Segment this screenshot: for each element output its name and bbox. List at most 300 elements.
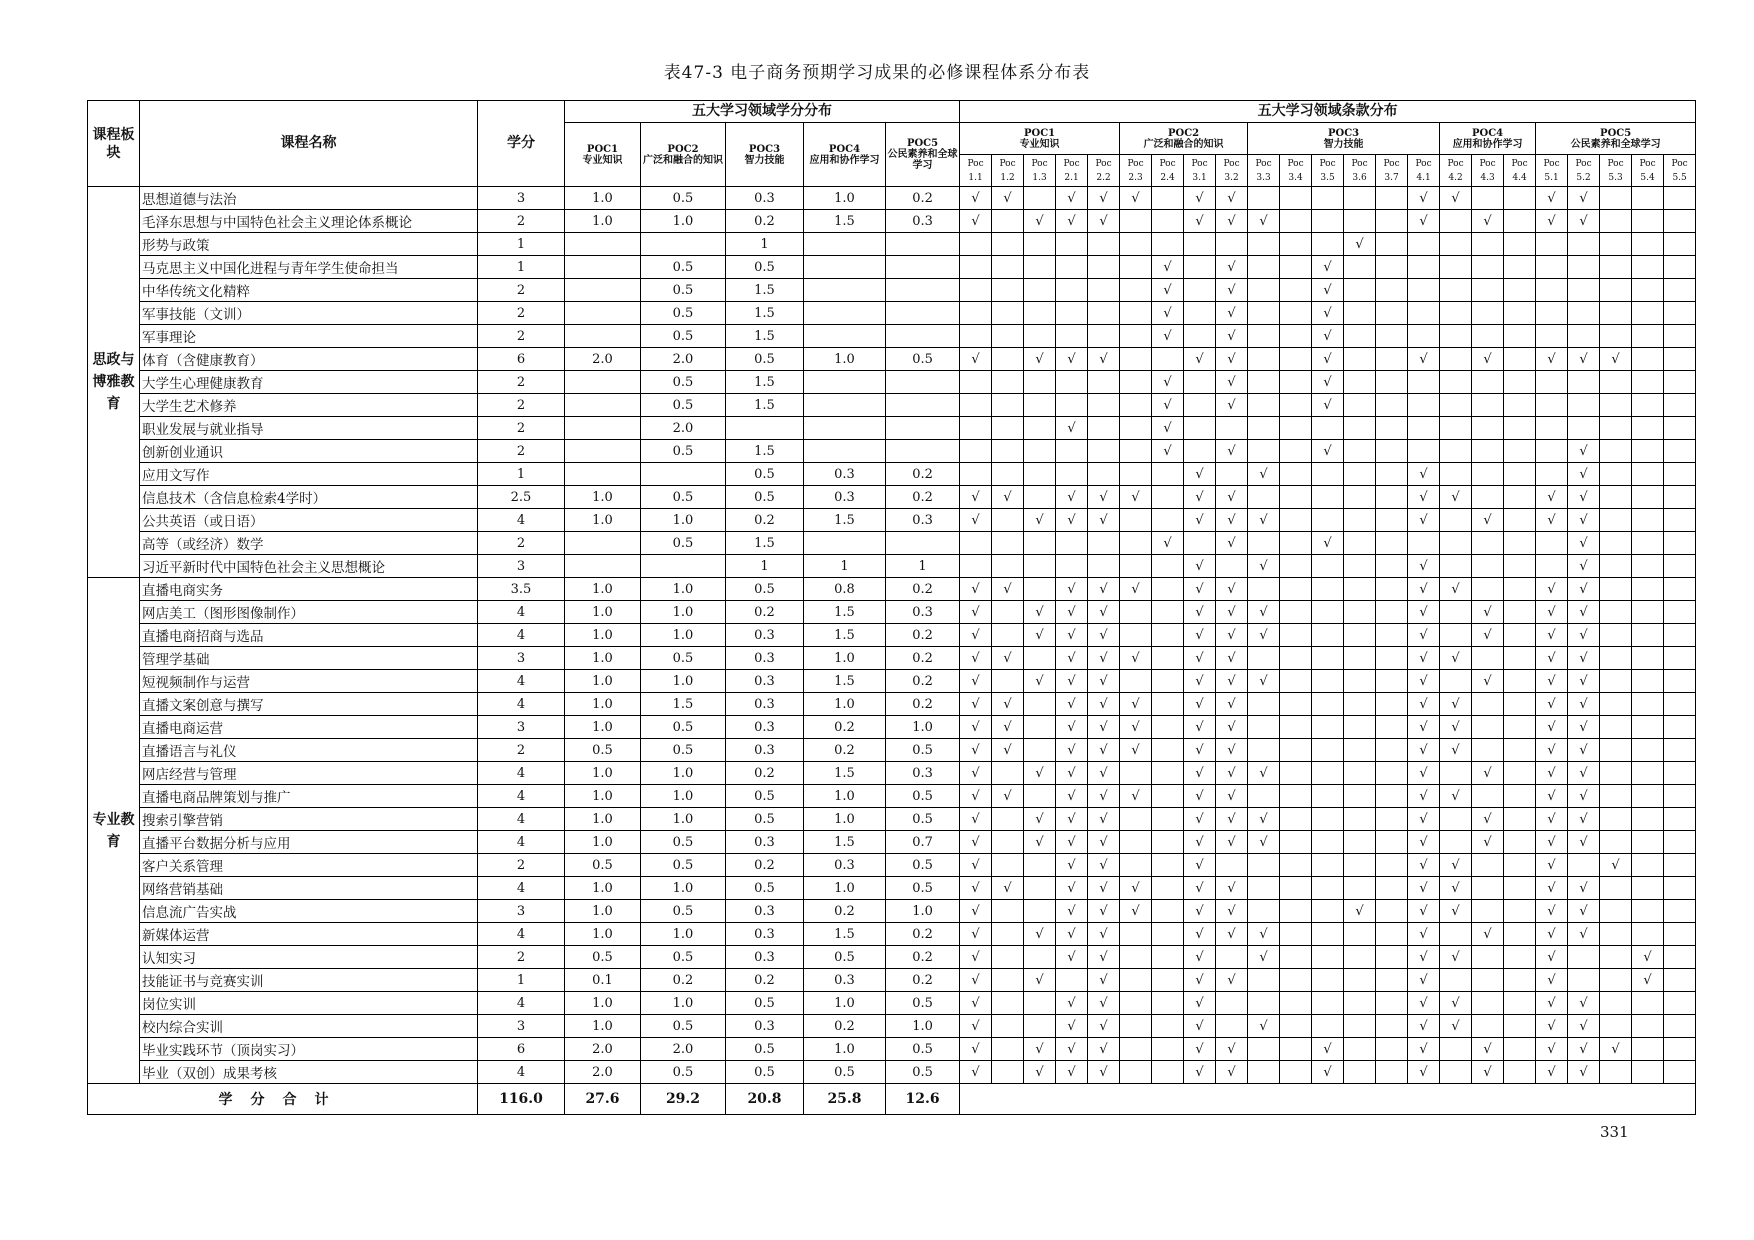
credit-dist-cell: 0.2 <box>641 969 726 992</box>
empty-cell <box>1600 187 1632 210</box>
check-cell: √ <box>1088 969 1120 992</box>
credit-dist-cell: 0.5 <box>726 1061 804 1084</box>
credit-dist-cell: 0.3 <box>726 923 804 946</box>
empty-cell <box>1152 900 1184 923</box>
empty-cell <box>1248 348 1280 371</box>
empty-cell <box>1536 302 1568 325</box>
credit-dist-cell: 0.5 <box>641 187 726 210</box>
table-row <box>88 463 1696 486</box>
poc-name: 智力技能 <box>744 154 785 166</box>
empty-cell <box>1024 739 1056 762</box>
empty-cell <box>1376 900 1408 923</box>
credit-dist-cell: 0.5 <box>641 739 726 762</box>
check-cell: √ <box>1568 716 1600 739</box>
check-cell: √ <box>1408 601 1440 624</box>
check-cell: √ <box>1248 762 1280 785</box>
empty-cell <box>1376 1038 1408 1061</box>
empty-cell <box>1024 946 1056 969</box>
credit-dist-cell <box>565 279 641 302</box>
empty-cell <box>1376 325 1408 348</box>
empty-cell <box>1280 739 1312 762</box>
check-cell: √ <box>1536 578 1568 601</box>
empty-cell <box>1632 739 1664 762</box>
credit-dist-cell: 1.0 <box>641 785 726 808</box>
credit-dist-cell: 0.5 <box>641 854 726 877</box>
check-cell: √ <box>1472 831 1504 854</box>
empty-cell <box>1056 256 1088 279</box>
check-cell: √ <box>1024 509 1056 532</box>
check-cell: √ <box>1184 693 1216 716</box>
check-cell: √ <box>1536 716 1568 739</box>
header-credits: 学分 <box>478 101 565 187</box>
empty-cell <box>1664 532 1696 555</box>
empty-cell <box>1376 210 1408 233</box>
empty-cell <box>1024 877 1056 900</box>
check-cell: √ <box>1024 923 1056 946</box>
course-block-label: 思政与博雅教育 <box>88 187 140 578</box>
header-sub-poc: Poc 2.4 <box>1152 155 1184 187</box>
check-cell: √ <box>1568 463 1600 486</box>
check-cell: √ <box>1024 670 1056 693</box>
empty-cell <box>1504 256 1536 279</box>
check-cell: √ <box>1216 739 1248 762</box>
check-cell: √ <box>1632 946 1664 969</box>
check-cell: √ <box>1120 739 1152 762</box>
empty-cell <box>960 532 992 555</box>
table-row <box>88 486 1696 509</box>
empty-cell <box>1344 555 1376 578</box>
credit-dist-cell: 0.2 <box>886 923 960 946</box>
credit-dist-cell: 0.3 <box>726 946 804 969</box>
check-cell: √ <box>1408 1061 1440 1084</box>
check-cell: √ <box>1024 601 1056 624</box>
empty-cell <box>1664 624 1696 647</box>
empty-cell <box>1120 762 1152 785</box>
empty-cell <box>1376 532 1408 555</box>
check-cell: √ <box>960 509 992 532</box>
empty-cell <box>1152 739 1184 762</box>
header-sub-poc: Poc 3.5 <box>1312 155 1344 187</box>
empty-cell <box>1504 877 1536 900</box>
empty-cell <box>992 854 1024 877</box>
empty-cell <box>1024 532 1056 555</box>
empty-cell <box>992 601 1024 624</box>
credit-dist-cell: 1.0 <box>565 187 641 210</box>
check-cell: √ <box>1408 187 1440 210</box>
check-cell: √ <box>1184 808 1216 831</box>
empty-cell <box>1440 463 1472 486</box>
check-cell: √ <box>1088 716 1120 739</box>
empty-cell <box>1376 463 1408 486</box>
empty-cell <box>1344 854 1376 877</box>
check-cell: √ <box>1568 900 1600 923</box>
empty-cell <box>1280 693 1312 716</box>
empty-cell <box>1472 302 1504 325</box>
credit-dist-cell <box>565 233 641 256</box>
empty-cell <box>992 670 1024 693</box>
empty-cell <box>1024 578 1056 601</box>
empty-cell <box>1632 854 1664 877</box>
credit-dist-cell: 1.5 <box>726 371 804 394</box>
course-name: 校内综合实训 <box>140 1015 478 1038</box>
empty-cell <box>1568 302 1600 325</box>
check-cell: √ <box>1056 762 1088 785</box>
empty-cell <box>1472 394 1504 417</box>
poc-name: 智力技能 <box>1323 138 1364 150</box>
empty-cell <box>992 532 1024 555</box>
credit-dist-cell: 1.5 <box>726 394 804 417</box>
empty-cell <box>1504 417 1536 440</box>
empty-cell <box>1376 233 1408 256</box>
table-row <box>88 854 1696 877</box>
table-header <box>88 101 1696 187</box>
credit-dist-cell: 1.5 <box>641 693 726 716</box>
course-name: 体育（含健康教育） <box>140 348 478 371</box>
empty-cell <box>1312 578 1344 601</box>
check-cell: √ <box>1184 831 1216 854</box>
empty-cell <box>1376 187 1408 210</box>
table-row <box>88 256 1696 279</box>
course-credit: 1 <box>478 463 565 486</box>
credit-dist-cell: 0.5 <box>726 578 804 601</box>
check-cell: √ <box>1056 900 1088 923</box>
empty-cell <box>1472 854 1504 877</box>
empty-cell <box>1664 1015 1696 1038</box>
empty-cell <box>1344 532 1376 555</box>
empty-cell <box>1312 739 1344 762</box>
empty-cell <box>1344 509 1376 532</box>
credit-dist-cell <box>804 233 886 256</box>
course-name: 直播平台数据分析与应用 <box>140 831 478 854</box>
empty-cell <box>1600 739 1632 762</box>
empty-cell <box>1664 509 1696 532</box>
header-sub-poc: Poc 1.1 <box>960 155 992 187</box>
empty-cell <box>1504 601 1536 624</box>
check-cell: √ <box>1408 463 1440 486</box>
check-cell: √ <box>1088 670 1120 693</box>
empty-cell <box>1152 463 1184 486</box>
check-cell: √ <box>1216 716 1248 739</box>
check-cell: √ <box>1088 693 1120 716</box>
empty-cell <box>1120 1061 1152 1084</box>
course-credit: 4 <box>478 808 565 831</box>
check-cell: √ <box>1088 647 1120 670</box>
credit-dist-cell: 0.5 <box>804 1061 886 1084</box>
empty-cell <box>1600 210 1632 233</box>
empty-cell <box>1440 210 1472 233</box>
check-cell: √ <box>1472 1061 1504 1084</box>
empty-cell <box>1280 486 1312 509</box>
table-row <box>88 325 1696 348</box>
empty-cell <box>1088 256 1120 279</box>
check-cell: √ <box>1088 578 1120 601</box>
empty-cell <box>1632 693 1664 716</box>
check-cell: √ <box>1536 647 1568 670</box>
empty-cell <box>1120 831 1152 854</box>
empty-cell <box>1056 302 1088 325</box>
empty-cell <box>1280 1061 1312 1084</box>
poc-code: POC3 <box>1327 127 1360 139</box>
check-cell: √ <box>1056 1015 1088 1038</box>
empty-cell <box>1632 601 1664 624</box>
table-row <box>88 555 1696 578</box>
course-credit: 4 <box>478 762 565 785</box>
empty-cell <box>1664 417 1696 440</box>
empty-cell <box>1024 716 1056 739</box>
credit-dist-cell: 0.3 <box>886 210 960 233</box>
empty-cell <box>1312 877 1344 900</box>
empty-cell <box>1376 1015 1408 1038</box>
empty-cell <box>1472 440 1504 463</box>
empty-cell <box>1632 808 1664 831</box>
check-cell: √ <box>1056 854 1088 877</box>
check-cell: √ <box>1408 808 1440 831</box>
check-cell: √ <box>1056 831 1088 854</box>
check-cell: √ <box>1408 624 1440 647</box>
check-cell: √ <box>1088 348 1120 371</box>
header-sub-poc: Poc 3.4 <box>1280 155 1312 187</box>
empty-cell <box>1632 371 1664 394</box>
check-cell: √ <box>1440 716 1472 739</box>
empty-cell <box>1120 279 1152 302</box>
credit-dist-cell: 1.0 <box>565 1015 641 1038</box>
poc-name: 公民素养和全球学习 <box>1570 138 1661 150</box>
empty-cell <box>1248 693 1280 716</box>
empty-cell <box>1312 486 1344 509</box>
course-credit: 4 <box>478 923 565 946</box>
check-cell: √ <box>1568 1038 1600 1061</box>
empty-cell <box>1408 371 1440 394</box>
empty-cell <box>992 624 1024 647</box>
empty-cell <box>1472 946 1504 969</box>
empty-cell <box>1536 532 1568 555</box>
check-cell: √ <box>1568 762 1600 785</box>
check-cell: √ <box>1568 578 1600 601</box>
check-cell: √ <box>1184 555 1216 578</box>
empty-cell <box>1024 417 1056 440</box>
empty-cell <box>1152 624 1184 647</box>
check-cell: √ <box>1216 302 1248 325</box>
check-cell: √ <box>1536 348 1568 371</box>
empty-cell <box>1120 624 1152 647</box>
credit-dist-cell: 0.3 <box>804 969 886 992</box>
credit-dist-cell: 0.3 <box>886 601 960 624</box>
check-cell: √ <box>1056 877 1088 900</box>
empty-cell <box>1632 348 1664 371</box>
empty-cell <box>1632 762 1664 785</box>
empty-cell <box>1600 693 1632 716</box>
empty-cell <box>1120 463 1152 486</box>
credit-dist-cell <box>804 440 886 463</box>
empty-cell <box>1408 279 1440 302</box>
check-cell: √ <box>1408 670 1440 693</box>
empty-cell <box>1504 532 1536 555</box>
table-row <box>88 187 1696 210</box>
check-cell: √ <box>1216 624 1248 647</box>
empty-cell <box>1376 1061 1408 1084</box>
empty-cell <box>1440 555 1472 578</box>
credit-dist-cell: 1.0 <box>804 647 886 670</box>
empty-cell <box>1440 532 1472 555</box>
course-name: 管理学基础 <box>140 647 478 670</box>
empty-cell <box>1280 279 1312 302</box>
empty-cell <box>1440 417 1472 440</box>
check-cell: √ <box>1568 693 1600 716</box>
empty-cell <box>1472 877 1504 900</box>
course-credit: 6 <box>478 1038 565 1061</box>
course-name: 创新创业通识 <box>140 440 478 463</box>
check-cell: √ <box>1152 256 1184 279</box>
check-cell: √ <box>960 785 992 808</box>
empty-cell <box>1632 716 1664 739</box>
empty-cell <box>1664 854 1696 877</box>
check-cell: √ <box>1440 877 1472 900</box>
check-cell: √ <box>960 578 992 601</box>
check-cell: √ <box>960 670 992 693</box>
empty-cell <box>1440 302 1472 325</box>
check-cell: √ <box>1440 785 1472 808</box>
empty-cell <box>1024 440 1056 463</box>
course-name: 搜索引擎营销 <box>140 808 478 831</box>
course-name: 认知实习 <box>140 946 478 969</box>
check-cell: √ <box>1312 1038 1344 1061</box>
check-cell: √ <box>1248 831 1280 854</box>
check-cell: √ <box>1216 900 1248 923</box>
empty-cell <box>992 440 1024 463</box>
total-empty <box>960 1084 1696 1115</box>
empty-cell <box>1664 302 1696 325</box>
credit-dist-cell <box>804 302 886 325</box>
check-cell: √ <box>1408 693 1440 716</box>
table-row <box>88 739 1696 762</box>
credit-dist-cell: 1.5 <box>804 670 886 693</box>
credit-dist-cell: 1.0 <box>641 923 726 946</box>
empty-cell <box>1184 279 1216 302</box>
check-cell: √ <box>1120 647 1152 670</box>
check-cell: √ <box>960 854 992 877</box>
credit-dist-cell: 1.0 <box>641 601 726 624</box>
credit-dist-cell: 2.0 <box>565 1038 641 1061</box>
poc-code: POC3 <box>748 143 781 155</box>
course-name: 大学生艺术修养 <box>140 394 478 417</box>
credit-dist-cell: 0.3 <box>726 716 804 739</box>
empty-cell <box>1248 854 1280 877</box>
check-cell: √ <box>1088 992 1120 1015</box>
header-sub-poc: Poc 2.2 <box>1088 155 1120 187</box>
check-cell: √ <box>1088 877 1120 900</box>
empty-cell <box>1088 555 1120 578</box>
empty-cell <box>1216 233 1248 256</box>
empty-cell <box>1184 233 1216 256</box>
course-credit: 2 <box>478 210 565 233</box>
empty-cell <box>1344 348 1376 371</box>
empty-cell <box>1600 1015 1632 1038</box>
empty-cell <box>1280 969 1312 992</box>
check-cell: √ <box>1536 187 1568 210</box>
check-cell: √ <box>992 716 1024 739</box>
empty-cell <box>1568 325 1600 348</box>
empty-cell <box>992 900 1024 923</box>
empty-cell <box>1472 371 1504 394</box>
check-cell: √ <box>1088 854 1120 877</box>
empty-cell <box>1120 1038 1152 1061</box>
credit-dist-cell <box>804 279 886 302</box>
check-cell: √ <box>1184 785 1216 808</box>
table-row <box>88 601 1696 624</box>
empty-cell <box>1088 532 1120 555</box>
empty-cell <box>1248 486 1280 509</box>
empty-cell <box>992 417 1024 440</box>
check-cell: √ <box>1568 647 1600 670</box>
empty-cell <box>1376 877 1408 900</box>
empty-cell <box>992 210 1024 233</box>
empty-cell <box>1504 670 1536 693</box>
table-row <box>88 670 1696 693</box>
empty-cell <box>1632 923 1664 946</box>
empty-cell <box>1024 854 1056 877</box>
empty-cell <box>1088 417 1120 440</box>
header-poc-group <box>1248 123 1440 155</box>
credit-dist-cell <box>726 417 804 440</box>
credit-dist-cell: 1.5 <box>804 762 886 785</box>
poc-code: POC2 <box>667 143 699 155</box>
credit-dist-cell: 1.0 <box>565 831 641 854</box>
header-sub-poc: Poc 3.7 <box>1376 155 1408 187</box>
credit-dist-cell: 1.0 <box>641 762 726 785</box>
empty-cell <box>1664 877 1696 900</box>
curriculum-table <box>87 100 1696 1115</box>
empty-cell <box>1184 371 1216 394</box>
empty-cell <box>1248 785 1280 808</box>
empty-cell <box>1248 440 1280 463</box>
credit-dist-cell: 0.1 <box>565 969 641 992</box>
empty-cell <box>1664 946 1696 969</box>
check-cell: √ <box>1184 463 1216 486</box>
empty-cell <box>1536 417 1568 440</box>
empty-cell <box>1504 1061 1536 1084</box>
check-cell: √ <box>1216 532 1248 555</box>
empty-cell <box>1536 463 1568 486</box>
empty-cell <box>1120 1015 1152 1038</box>
credit-dist-cell <box>565 532 641 555</box>
credit-dist-cell: 1.0 <box>804 808 886 831</box>
credit-dist-cell: 0.5 <box>641 946 726 969</box>
check-cell: √ <box>1056 417 1088 440</box>
empty-cell <box>992 394 1024 417</box>
check-cell: √ <box>992 486 1024 509</box>
empty-cell <box>1120 256 1152 279</box>
empty-cell <box>1568 256 1600 279</box>
course-name: 岗位实训 <box>140 992 478 1015</box>
check-cell: √ <box>1088 1061 1120 1084</box>
table-row <box>88 785 1696 808</box>
empty-cell <box>1120 417 1152 440</box>
empty-cell <box>1280 463 1312 486</box>
credit-dist-cell: 0.5 <box>726 808 804 831</box>
check-cell: √ <box>1600 1038 1632 1061</box>
check-cell: √ <box>1344 233 1376 256</box>
credit-dist-cell <box>565 302 641 325</box>
check-cell: √ <box>1568 624 1600 647</box>
check-cell: √ <box>1248 923 1280 946</box>
empty-cell <box>1312 624 1344 647</box>
empty-cell <box>1664 693 1696 716</box>
empty-cell <box>1504 348 1536 371</box>
check-cell: √ <box>1408 1015 1440 1038</box>
empty-cell <box>1600 877 1632 900</box>
check-cell: √ <box>1408 509 1440 532</box>
course-credit: 2.5 <box>478 486 565 509</box>
